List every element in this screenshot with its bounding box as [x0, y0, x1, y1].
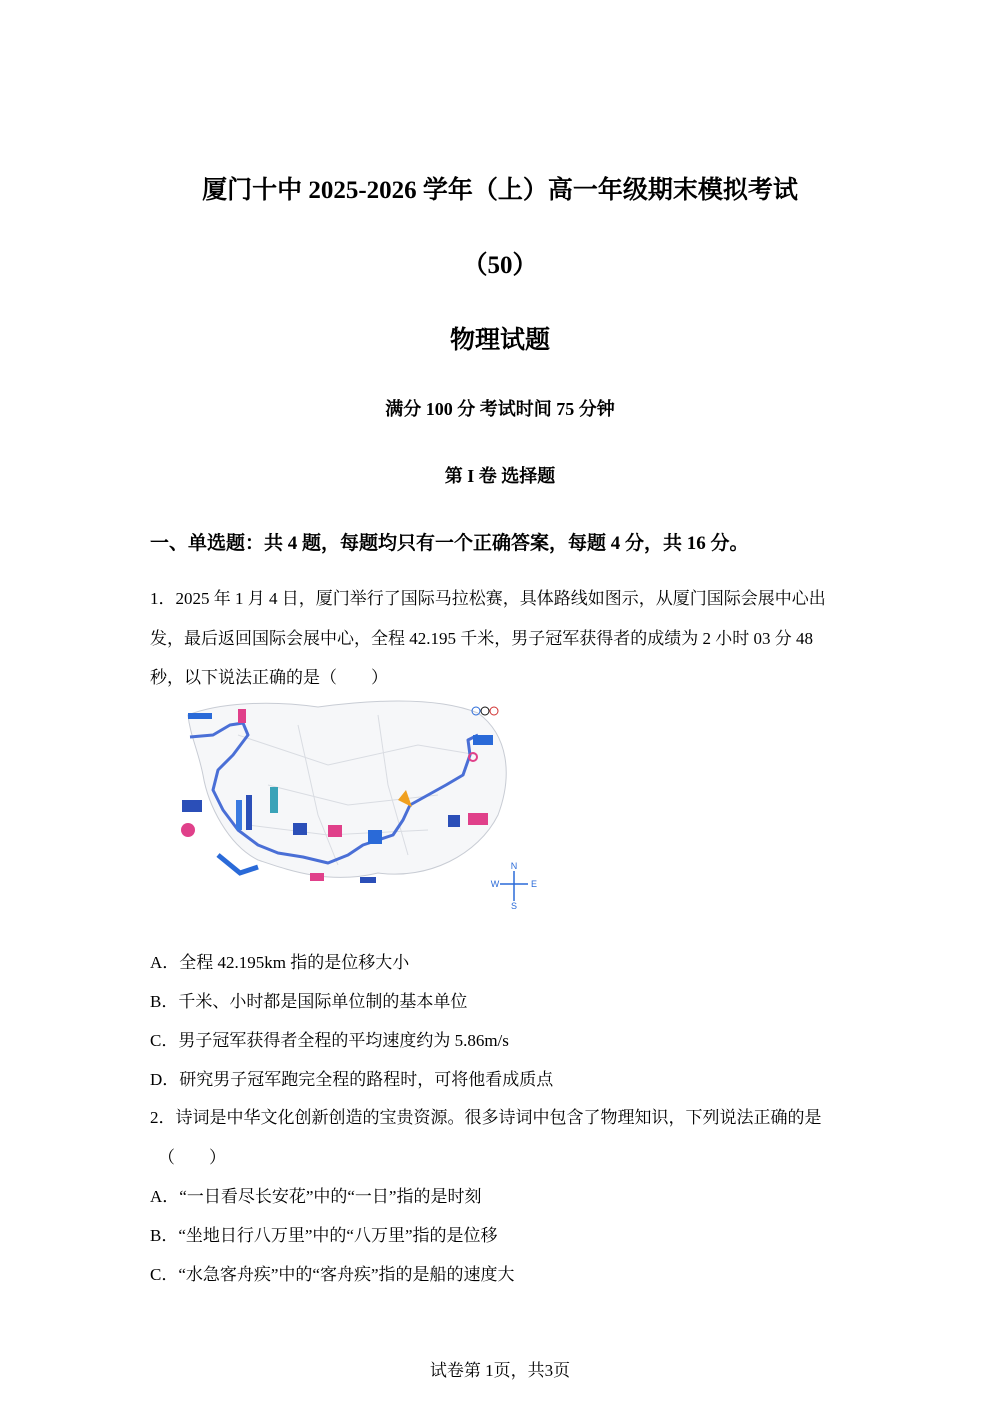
question-2-line-1: 2．诗词是中华文化创新创造的宝贵资源。很多诗词中包含了物理知识，下列说法正确的是	[150, 1108, 822, 1127]
marathon-route-map	[178, 695, 538, 910]
island-outline	[188, 701, 506, 878]
compass-rose	[491, 861, 537, 910]
q1-option-a: A．全程 42.195km 指的是位移大小	[150, 953, 410, 972]
compass-s: S	[510, 901, 518, 910]
question-1-line-2: 发，最后返回国际会展中心，全程 42.195 千米，男子冠军获得者的成绩为 2 小时 03 分 48	[150, 629, 813, 648]
page-footer: 试卷第 1页，共3页	[429, 1361, 571, 1380]
compass-n: N	[510, 861, 518, 871]
question-2-line-2: （ ）	[158, 1148, 226, 1167]
q1-option-b: B．千米、小时都是国际单位制的基本单位	[150, 992, 468, 1011]
q2-option-b: B．“坐地日行八万里”中的“八万里”指的是位移	[150, 1226, 498, 1245]
section-heading: 一、单选题：共 4 题，每题均只有一个正确答案，每题 4 分，共 16 分。	[150, 533, 749, 554]
subject-title: 物理试题	[449, 327, 550, 354]
q2-option-c: C．“水急客舟疾”中的“客舟疾”指的是船的速度大	[150, 1265, 515, 1284]
exam-number: （50）	[462, 252, 538, 279]
q1-option-d: D．研究男子冠军跑完全程的路程时，可将他看成质点	[150, 1070, 554, 1089]
volume-title: 第 I 卷 选择题	[444, 466, 556, 486]
compass-e: E	[530, 879, 538, 889]
compass-w: W	[490, 879, 500, 889]
question-1-line-1: 1．2025 年 1 月 4 日，厦门举行了国际马拉松赛，具体路线如图示，从厦门国际会展中心出	[150, 589, 826, 608]
question-1-line-3: 秒，以下说法正确的是（ ）	[150, 668, 388, 687]
q1-option-c: C．男子冠军获得者全程的平均速度约为 5.86m/s	[150, 1031, 509, 1050]
exam-info: 满分 100 分 考试时间 75 分钟	[385, 399, 615, 419]
q2-option-a: A．“一日看尽长安花”中的“一日”指的是时刻	[150, 1187, 482, 1206]
exam-title: 厦门十中 2025-2026 学年（上）高一年级期末模拟考试	[202, 177, 798, 204]
